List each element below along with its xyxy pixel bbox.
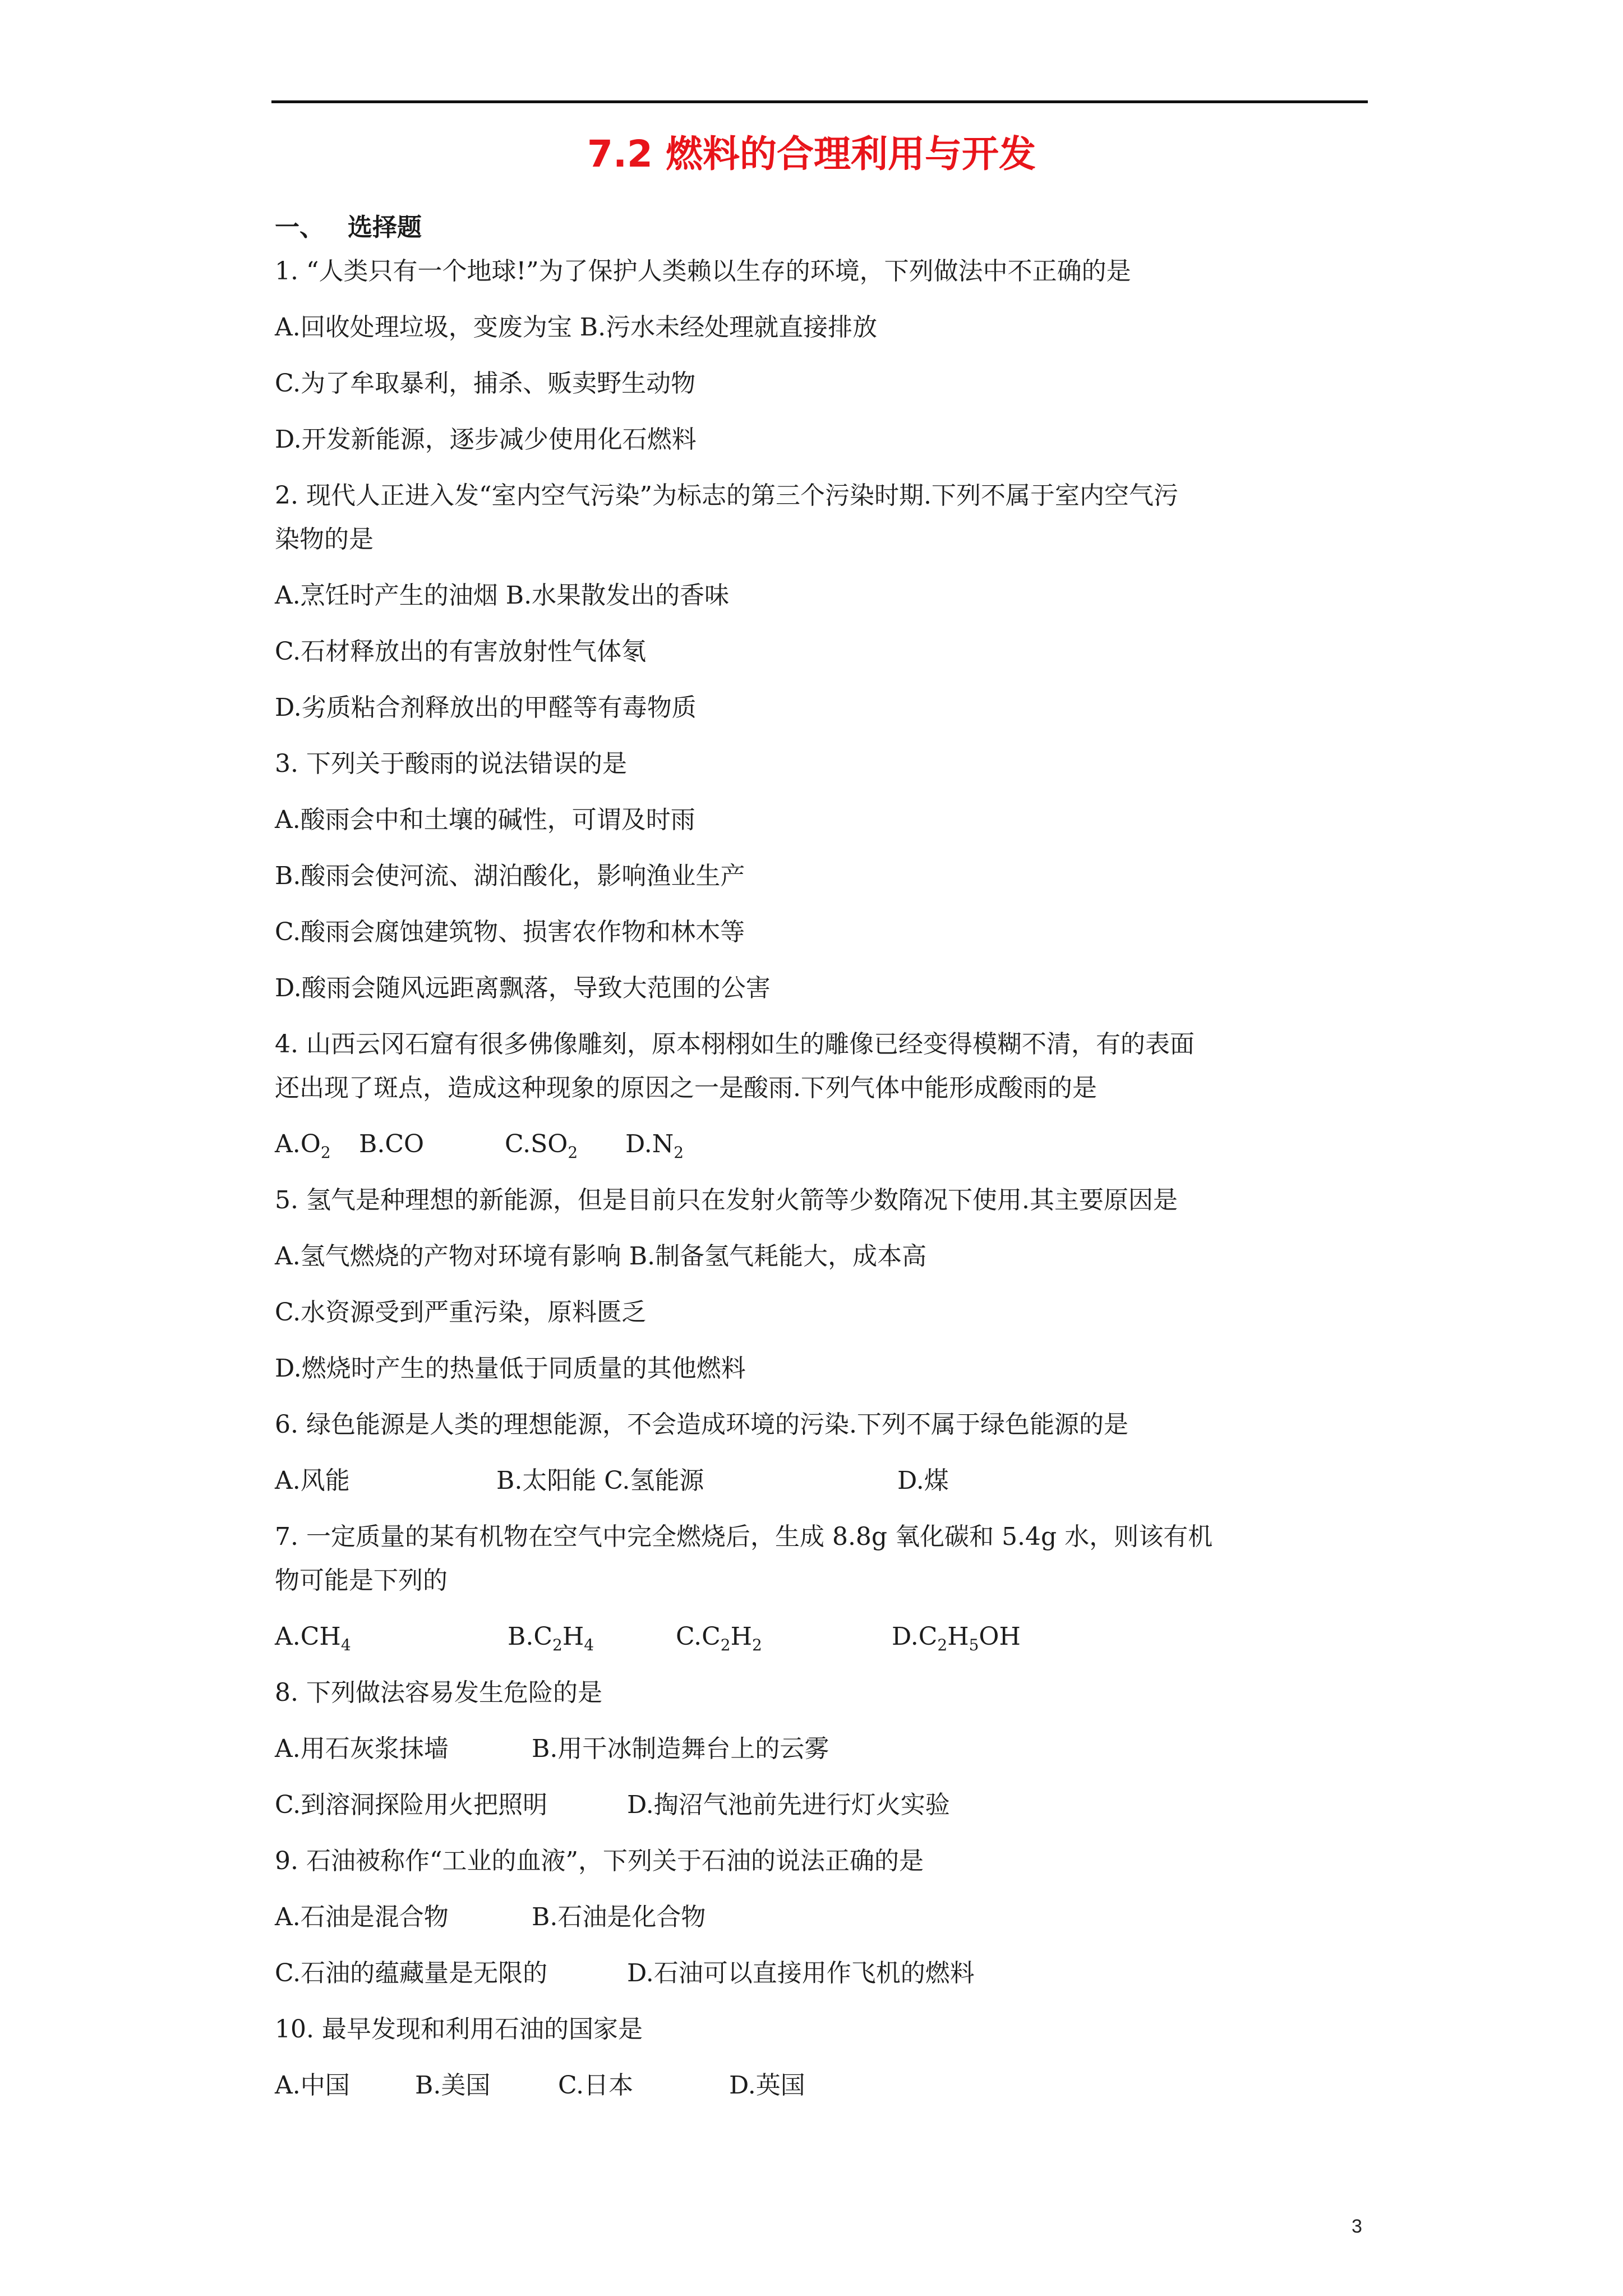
q8-stem: 8. 下列做法容易发生危险的是	[275, 1678, 602, 1707]
q5-stem: 5. 氢气是种理想的新能源，但是目前只在发射火箭等少数隋况下使用.其主要原因是	[275, 1186, 1178, 1214]
q7-stem-line2: 物可能是下列的	[275, 1566, 448, 1595]
q4-option-b: B.CO	[359, 1130, 425, 1158]
q5-option-d: D.燃烧时产生的热量低于同质量的其他燃料	[275, 1354, 746, 1383]
q1-option-c: C.为了牟取暴利，捕杀、贩卖野生动物	[275, 369, 696, 398]
q7-stem-line1: 7. 一定质量的某有机物在空气中完全燃烧后，生成 8.8g 氧化碳和 5.4g 水，则该有机	[275, 1522, 1213, 1551]
document-title: 7.2 燃料的合理利用与开发	[587, 132, 1036, 176]
q2-stem-line1: 2. 现代人正进入发“室内空气污染”为标志的第三个污染时期.下列不属于室内空气污	[275, 481, 1178, 510]
q2-option-d: D.劣质粘合剂释放出的甲醛等有毒物质	[275, 693, 697, 722]
q3-stem: 3. 下列关于酸雨的说法错误的是	[275, 749, 627, 778]
q10-stem: 10. 最早发现和利用石油的国家是	[275, 2015, 643, 2044]
q7-options	[275, 1622, 1021, 1654]
q4-option-c: $C.SO_2$	[505, 1130, 578, 1162]
q10-options	[275, 2073, 805, 2098]
q6-option-d: D.煤	[897, 1466, 949, 1495]
q3-option-b: B.酸雨会使河流、湖泊酸化，影响渔业生产	[275, 862, 745, 890]
q3-option-a: A.酸雨会中和土壤的碱性，可谓及时雨	[275, 806, 695, 834]
q9-options-cd	[275, 1961, 975, 1986]
q5-options-ab: A.氢气燃烧的产物对环境有影响 B.制备氢气耗能大，成本高	[275, 1242, 927, 1271]
q7-option-d: $D.C_2H_5OH$	[892, 1622, 1021, 1654]
q7-option-b: $B.C_2H_4$	[508, 1622, 594, 1654]
q10-option-b: B.美国	[415, 2071, 491, 2100]
q2-options-ab: A.烹饪时产生的油烟 B.水果散发出的香味	[275, 581, 730, 610]
q9-stem: 9. 石油被称作“工业的血液”，下列关于石油的说法正确的是	[275, 1847, 924, 1875]
q4-stem-line2: 还出现了斑点，造成这种现象的原因之一是酸雨.下列气体中能形成酸雨的是	[275, 1074, 1097, 1102]
q4-option-d: $D.N_2$	[625, 1130, 684, 1162]
q7-option-c: $C.C_2H_2$	[676, 1622, 762, 1654]
q8-option-c: C.到溶洞探险用火把照明	[275, 1791, 548, 1819]
header-rule	[271, 100, 1368, 103]
q1-option-d: D.开发新能源，逐步减少使用化石燃料	[275, 425, 697, 454]
q6-options-bc: B.太阳能 C.氢能源	[496, 1466, 704, 1495]
q1-options-ab: A.回收处理垃圾，变废为宝 B.污水未经处理就直接排放	[275, 313, 878, 342]
q8-options-ab	[275, 1734, 829, 1763]
q2-stem-line2: 染物的是	[275, 525, 374, 554]
q8-options-cd	[275, 1793, 950, 1818]
q7-option-a: $A.CH_4$	[275, 1622, 351, 1654]
q9-options-ab	[275, 1905, 706, 1930]
q4-stem-line1: 4. 山西云冈石窟有很多佛像雕刻，原本栩栩如生的雕像已经变得模糊不清，有的表面	[275, 1030, 1195, 1059]
q8-option-a: A.用石灰浆抹墙	[275, 1734, 449, 1763]
q10-option-d: D.英国	[729, 2071, 805, 2100]
q8-option-b: B.用干冰制造舞台上的云雾	[532, 1734, 829, 1763]
q6-options	[275, 1466, 949, 1495]
page-number: 3	[1352, 2216, 1362, 2237]
q1-stem: 1. “人类只有一个地球!”为了保护人类赖以生存的环境，下列做法中不正确的是	[275, 257, 1131, 286]
q2-option-c: C.石材释放出的有害放射性气体氡	[275, 637, 647, 666]
q9-option-d: D.石油可以直接用作飞机的燃料	[627, 1959, 975, 1987]
q9-option-a: A.石油是混合物	[275, 1903, 449, 1931]
q9-option-b: B.石油是化合物	[532, 1903, 706, 1931]
q6-stem: 6. 绿色能源是人类的理想能源，不会造成环境的污染.下列不属于绿色能源的是	[275, 1410, 1128, 1439]
q4-option-a: $A.O_2$	[275, 1130, 331, 1162]
section-heading	[275, 215, 422, 240]
q9-option-c: C.石油的蕴藏量是无限的	[275, 1959, 548, 1987]
section-label: 选择题	[348, 213, 422, 242]
q10-option-a: A.中国	[275, 2071, 350, 2100]
section-number: 一、	[275, 213, 324, 242]
q5-option-c: C.水资源受到严重污染，原料匮乏	[275, 1298, 647, 1327]
q4-options	[275, 1130, 684, 1162]
q6-option-a: A.风能	[275, 1466, 350, 1495]
q10-option-c: C.日本	[558, 2071, 634, 2100]
q3-option-d: D.酸雨会随风远距离飘落，导致大范围的公害	[275, 974, 771, 1002]
q3-option-c: C.酸雨会腐蚀建筑物、损害农作物和林木等	[275, 918, 745, 946]
q8-option-d: D.掏沼气池前先进行灯火实验	[627, 1791, 950, 1819]
